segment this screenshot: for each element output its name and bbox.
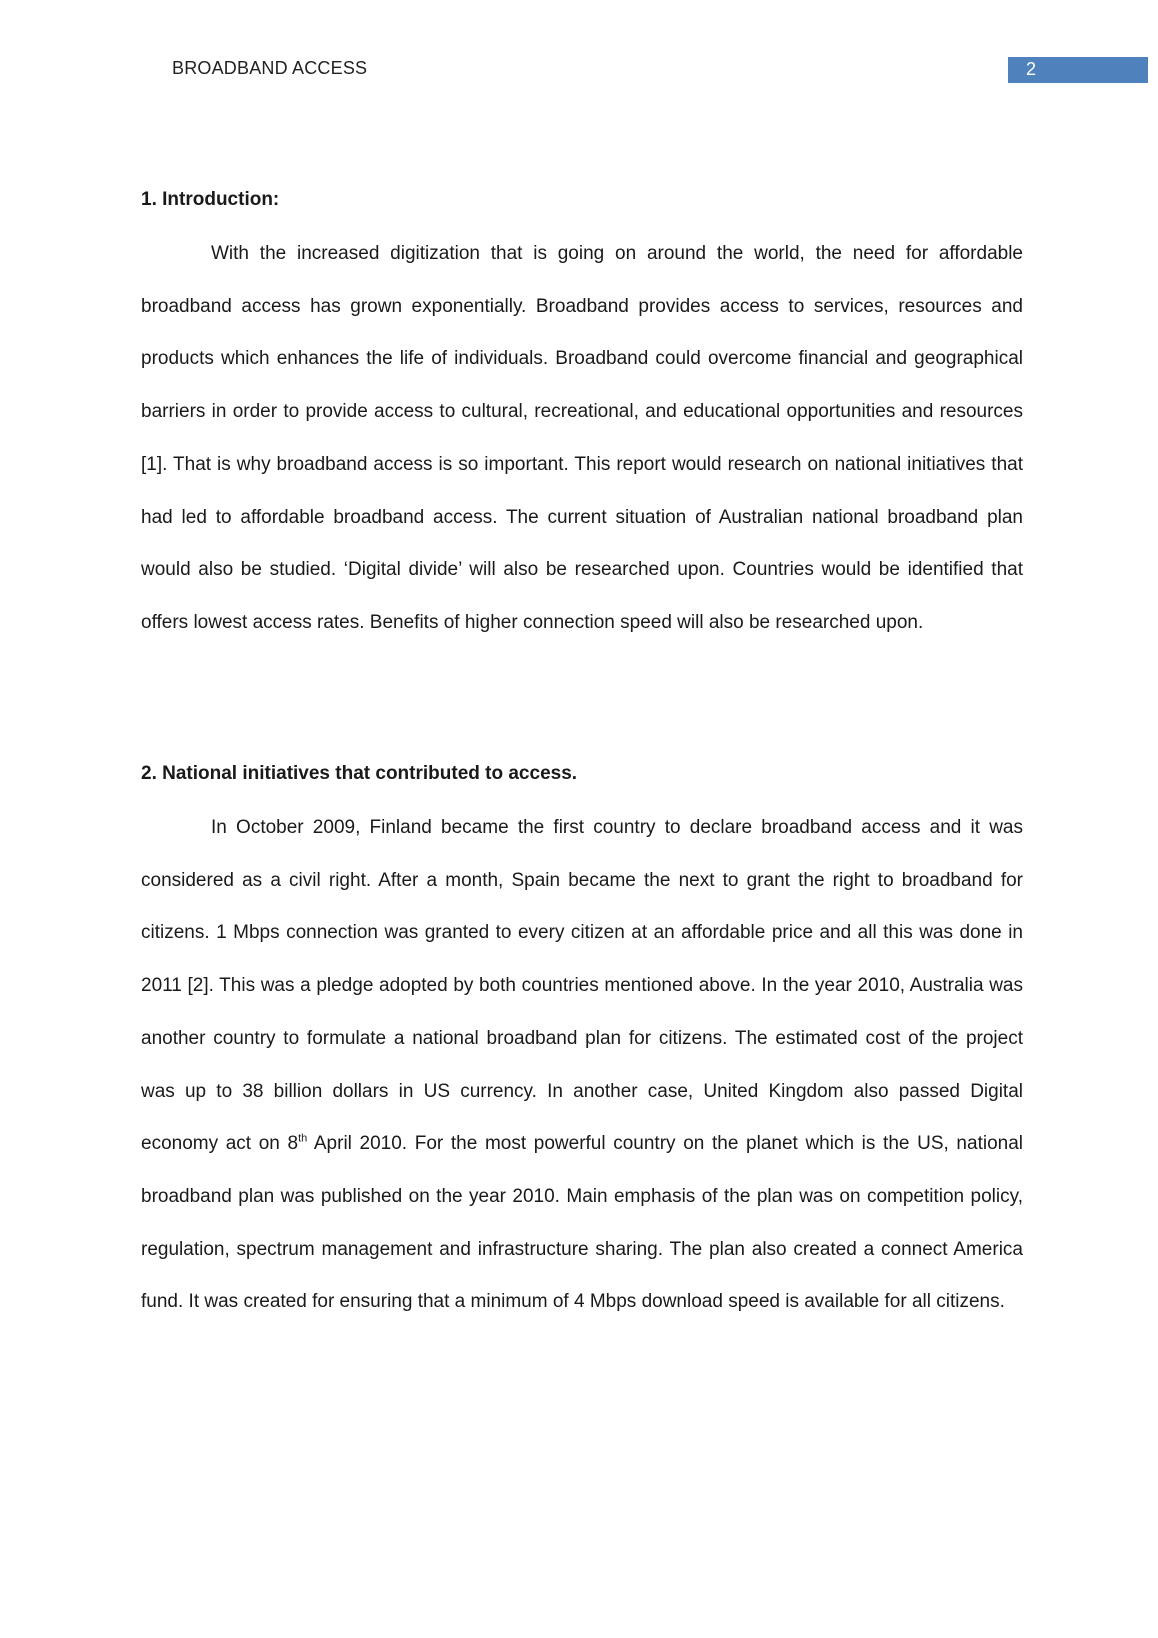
ordinal-suffix: th xyxy=(298,1132,308,1145)
header-title: BROADBAND ACCESS xyxy=(172,58,368,78)
paragraph-text-part1: In October 2009, Finland became the first country to declare broadband access and it was considered as a civil right. After a month, Spain became the next to grant the right to broadband for citizens. 1 Mbps connection was granted to every citizen at an affordable price and all this was done in 2011 [2]. This was a pledge adopted by both countries mentioned above. In the year 2010, Australia was another country to formulate a national broadband plan for citizens. The estimated cost of the project was up to 38 billion dollars in US currency. In another case, United Kingdom also passed Digital economy act on 8 xyxy=(141,817,1023,1155)
section-heading: 1. Introduction: xyxy=(141,189,280,210)
section-paragraph: With the increased digitization that is going on around the world, the need for affordable broadband access has grown exponentially. Broadband provides access to services, resources and products which enhances the life of individuals. Broadband could overcome financial and geographical barriers in order to provide access to cultural, recreational, and educational opportunities and resources [1]. That is why broadband access is so important. This report would research on national initiatives that had led to affordable broadband access. The current situation of Australian national broadband plan would also be studied. ‘Digital divide’ will also be researched upon. Countries would be identified that offers lowest access rates. Benefits of higher connection speed will also be researched upon. xyxy=(141,243,1023,633)
section-paragraph xyxy=(141,802,1023,1329)
page-number: 2 xyxy=(1026,59,1037,79)
section-introduction xyxy=(141,188,1023,633)
page-number-box xyxy=(1008,57,1148,83)
paragraph-text-part2: April 2010. For the most powerful country on the planet which is the US, national broadband plan was published on the year 2010. Main emphasis of the plan was on competition policy, regulation, spectrum management and infrastructure sharing. The plan also created a connect America fund. It was created for ensuring that a minimum of 4 Mbps download speed is available for all citizens. xyxy=(141,1133,1023,1313)
section-national-initiatives xyxy=(141,762,1023,1313)
section-heading: 2. National initiatives that contributed to access. xyxy=(141,763,578,784)
